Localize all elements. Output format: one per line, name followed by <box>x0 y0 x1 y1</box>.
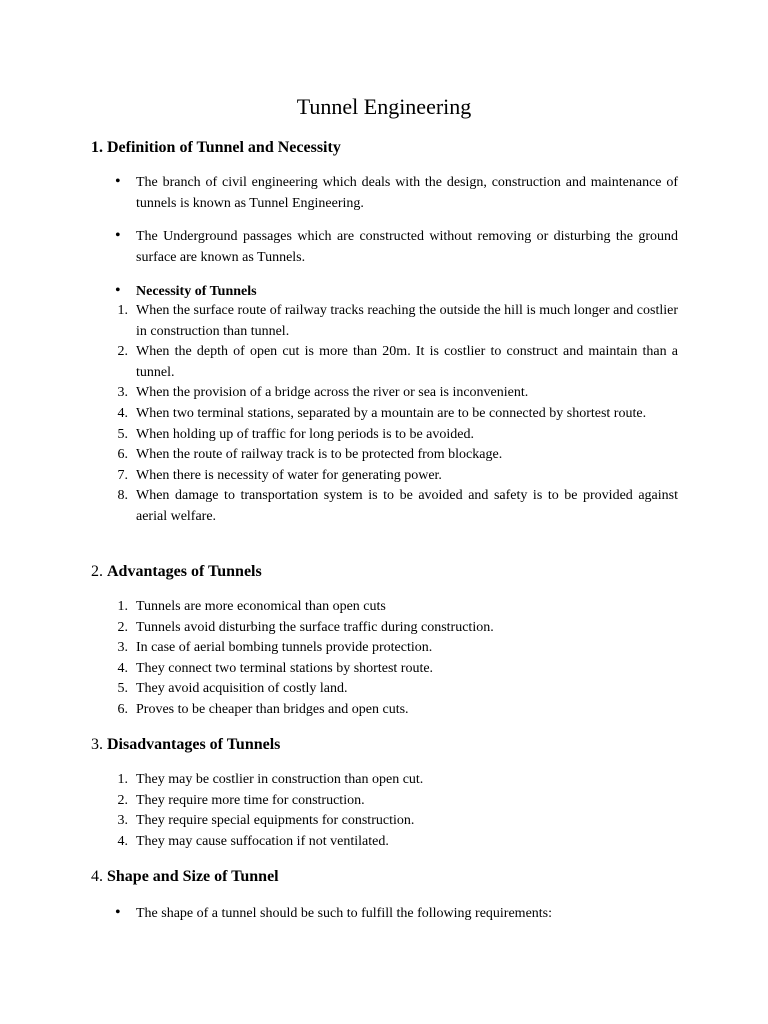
list-item: 3. When the provision of a bridge across the river or sea is inconvenient. <box>117 385 529 401</box>
section-number: 3. <box>91 736 103 753</box>
list-item: 5. They avoid acquisition of costly land. <box>117 681 348 697</box>
section-number: 2. <box>91 563 103 580</box>
section-heading-advantages <box>91 561 262 583</box>
bullet-text: The Underground passages which are constructed without removing or disturbing the ground surface are known as Tunnels. <box>136 229 678 265</box>
list-item: 2. When the depth of open cut is more than 20m. It is costlier to construct and maintain than a tunnel. <box>117 344 678 380</box>
list-item: 3. They require special equipments for construction. <box>117 813 415 829</box>
list-item: 3. In case of aerial bombing tunnels provide protection. <box>117 640 433 656</box>
bullet-icon: • <box>115 227 121 244</box>
section-title: Disadvantages of Tunnels <box>107 736 281 753</box>
section-number: 4. <box>91 868 103 885</box>
bullet-icon: • <box>115 173 121 190</box>
advantages-list <box>108 597 678 721</box>
list-item: 2. They require more time for construction. <box>117 792 365 808</box>
section-title: Advantages of Tunnels <box>107 563 262 580</box>
list-item: 4. When two terminal stations, separated by a mountain are to be connected by shortest route. <box>117 405 647 421</box>
disadvantages-list <box>108 770 678 852</box>
section-title: Definition of Tunnel and Necessity <box>107 139 341 156</box>
section-number: 1. <box>91 139 103 156</box>
necessity-list <box>108 301 678 528</box>
subheading-necessity: Necessity of Tunnels <box>136 284 257 299</box>
bullet-item <box>115 172 678 214</box>
bullet-text: The branch of civil engineering which deals with the design, construction and maintenance of tunnels is known as Tunnel Engineering. <box>136 175 678 211</box>
list-item: 2. Tunnels avoid disturbing the surface traffic during construction. <box>117 619 494 635</box>
bullet-icon: • <box>115 904 121 921</box>
bullet-item-subheading <box>115 281 678 302</box>
list-item: 6. When the route of railway track is to be protected from blockage. <box>117 447 503 463</box>
list-item: 5. When holding up of traffic for long periods is to be avoided. <box>117 426 474 442</box>
bullet-item <box>115 226 678 268</box>
section-title: Shape and Size of Tunnel <box>107 868 279 885</box>
section-heading-definition <box>91 137 341 159</box>
list-item: 7. When there is necessity of water for generating power. <box>117 467 442 483</box>
list-item: 6. Proves to be cheaper than bridges and open cuts. <box>117 701 409 717</box>
bullet-icon: • <box>115 282 121 299</box>
list-item: 1. They may be costlier in construction than open cut. <box>117 772 424 787</box>
section-heading-disadvantages <box>91 734 280 756</box>
section-heading-shape-size <box>91 866 279 888</box>
list-item: 1. Tunnels are more economical than open cuts <box>117 599 386 614</box>
bullet-item <box>115 903 678 924</box>
list-item: 8. When damage to transportation system is to be avoided and safety is to be provided against aerial welfare. <box>117 488 678 524</box>
list-item: 1. When the surface route of railway tracks reaching the outside the hill is much longer and costlier in construction than tunnel. <box>117 303 678 339</box>
page-title: Tunnel Engineering <box>296 94 472 119</box>
bullet-text: The shape of a tunnel should be such to fulfill the following requirements: <box>136 906 553 921</box>
list-item: 4. They connect two terminal stations by shortest route. <box>117 660 434 676</box>
list-item: 4. They may cause suffocation if not ventilated. <box>117 833 389 849</box>
